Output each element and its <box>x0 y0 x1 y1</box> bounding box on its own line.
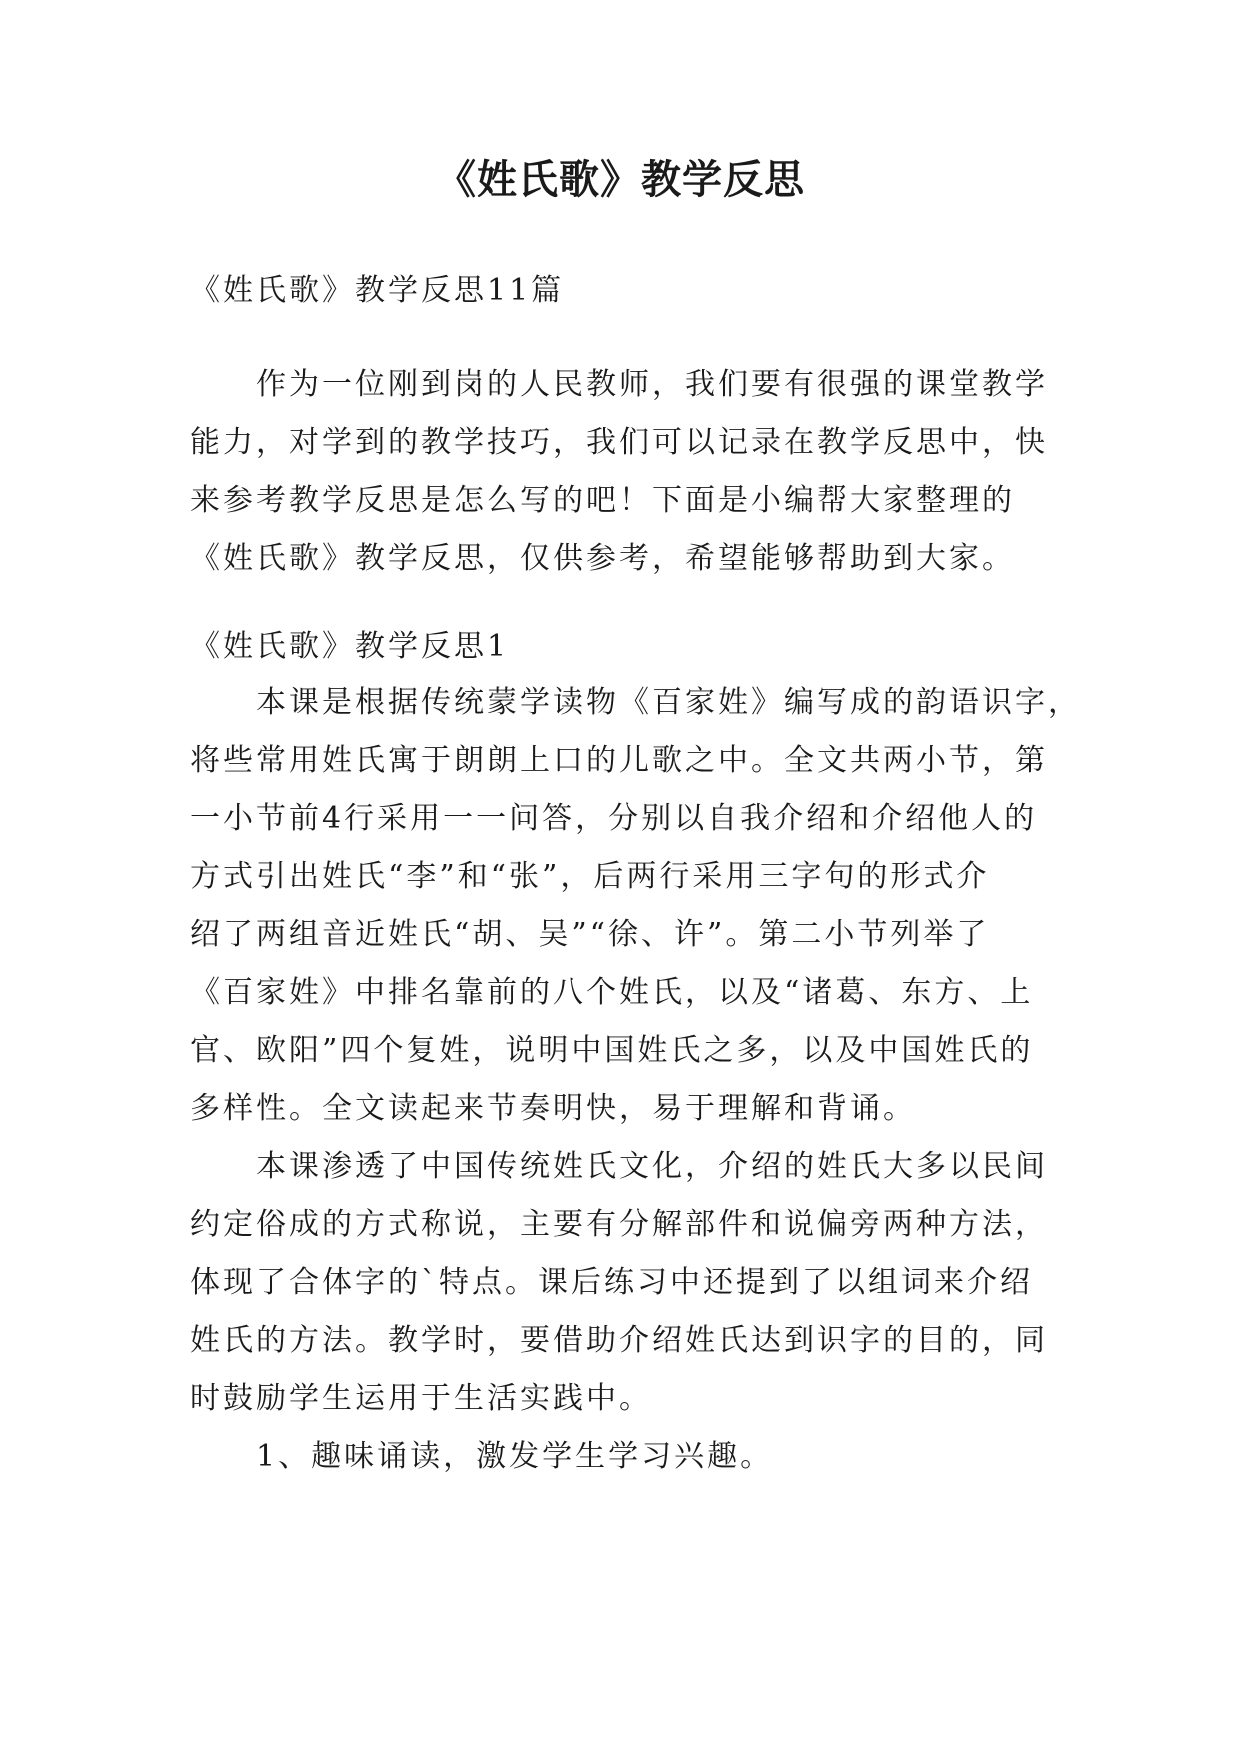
body-line: 一小节前4行采用一一问答，分别以自我介绍和介绍他人的 <box>190 801 1038 836</box>
intro-line: 《姓氏歌》教学反思，仅供参考，希望能够帮助到大家。 <box>190 541 1015 576</box>
body-line: 本课渗透了中国传统姓氏文化，介绍的姓氏大多以民间 <box>190 1149 1048 1184</box>
body-line: 将些常用姓氏寓于朗朗上口的儿歌之中。全文共两小节，第 <box>190 743 1048 778</box>
section-heading: 《姓氏歌》教学反思1 <box>190 629 510 664</box>
body-line: 约定俗成的方式称说，主要有分解部件和说偏旁两种方法， <box>190 1207 1048 1242</box>
body-line: 1、趣味诵读，激发学生学习兴趣。 <box>190 1439 774 1474</box>
document-subtitle: 《姓氏歌》教学反思11篇 <box>190 273 565 308</box>
body-line: 《百家姓》中排名靠前的八个姓氏，以及“诸葛、东方、上 <box>190 975 1034 1010</box>
body-line: 多样性。全文读起来节奏明快，易于理解和背诵。 <box>190 1091 916 1126</box>
body-line: 姓氏的方法。教学时，要借助介绍姓氏达到识字的目的，同 <box>190 1323 1048 1358</box>
body-line: 本课是根据传统蒙学读物《百家姓》编写成的韵语识字， <box>190 685 1081 720</box>
body-line: 方式引出姓氏“李”和“张”，后两行采用三字句的形式介 <box>190 859 990 894</box>
body-line: 绍了两组音近姓氏“胡、吴”“徐、许”。第二小节列举了 <box>190 917 990 952</box>
intro-line: 来参考教学反思是怎么写的吧！下面是小编帮大家整理的 <box>190 483 1015 518</box>
body-line: 官、欧阳”四个复姓，说明中国姓氏之多，以及中国姓氏的 <box>190 1033 1034 1068</box>
document-title: 《姓氏歌》教学反思 <box>436 157 805 203</box>
section-body <box>190 674 1081 1486</box>
intro-line: 能力，对学到的教学技巧，我们可以记录在教学反思中，快 <box>190 425 1048 460</box>
intro-paragraph <box>190 356 1050 588</box>
intro-line: 作为一位刚到岗的人民教师，我们要有很强的课堂教学 <box>190 367 1048 402</box>
body-line: 时鼓励学生运用于生活实践中。 <box>190 1381 652 1416</box>
body-line: 体现了合体字的`特点。课后练习中还提到了以组词来介绍 <box>190 1265 1033 1300</box>
